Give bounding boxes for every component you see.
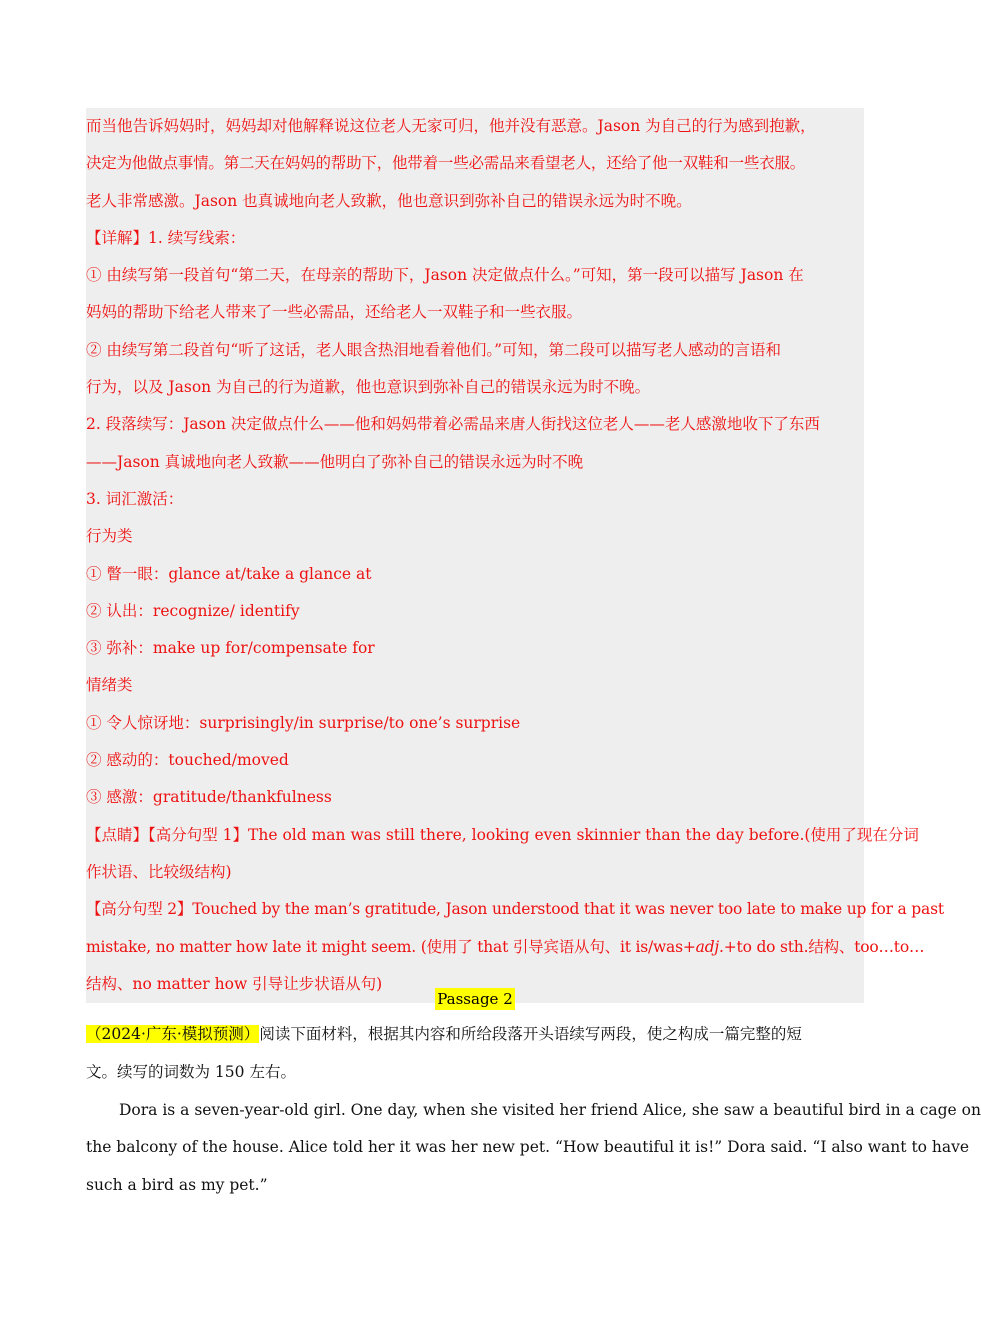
answer-text: +to do sth.结构、too…to…	[723, 937, 925, 956]
answer-line: 作状语、比较级结构)	[86, 862, 232, 881]
answer-line: ② 认出：recognize/ identify	[86, 601, 300, 620]
answer-line: 【详解】1. 续写线索：	[86, 228, 246, 247]
answer-line: 行为，以及 Jason 为自己的行为道歉，他也意识到弥补自己的错误永远为时不晚。	[86, 378, 651, 397]
answer-text: mistake, no matter how late it might seem. (使用了 that 引导宾语从句、it is/was+	[86, 937, 696, 956]
answer-line: ③ 感激：gratitude/thankfulness	[86, 788, 332, 807]
passage-title	[0, 986, 950, 1012]
italic-term: adj.	[695, 937, 724, 956]
answer-line: ① 由续写第一段首句“第二天，在母亲的帮助下，Jason 决定做点什么。”可知，第一段可以描写 Jason 在	[86, 266, 804, 285]
answer-line: 决定为他做点事情。第二天在妈妈的帮助下，他带着一些必需品来看望老人，还给了他一双鞋和一些衣服。	[86, 154, 806, 173]
source-tag: （2024·广东·模拟预测）	[86, 1025, 260, 1043]
answer-line: 结构、no matter how 引导让步状语从句)	[86, 974, 383, 993]
answer-line: 3. 词汇激活：	[86, 489, 184, 508]
story-line: such a bird as my pet.”	[86, 1176, 268, 1195]
answer-line: ③ 弥补：make up for/compensate for	[86, 639, 375, 658]
answer-explanation-block	[86, 108, 944, 1003]
answer-line: 妈妈的帮助下给老人带来了一些必需品，还给老人一双鞋子和一些衣服。	[86, 303, 583, 322]
answer-line: 情绪类	[86, 676, 133, 695]
story-line: Dora is a seven-year-old girl. One day, when she visited her friend Alice, she saw a beautiful bird in a cage on	[119, 1100, 981, 1119]
story-line: the balcony of the house. Alice told her it was her new pet. “How beautiful it is!” Dora said. “I also want to have	[86, 1138, 970, 1157]
instruction-line: 文。续写的词数为 150 左右。	[86, 1062, 296, 1081]
answer-line: ① 瞥一眼：glance at/take a glance at	[86, 564, 372, 583]
answer-line: ① 令人惊讶地：surprisingly/in surprise/to one’s surprise	[86, 713, 521, 732]
answer-line: ——Jason 真诚地向老人致歉——他明白了弥补自己的错误永远为时不晚	[86, 452, 584, 471]
answer-line: ② 由续写第二段首句“听了这话，老人眼含热泪地看着他们。”可知，第二段可以描写老人感动的言语和	[86, 340, 782, 359]
answer-line: ② 感动的：touched/moved	[86, 751, 289, 770]
passage-title-text: Passage 2	[437, 990, 513, 1008]
answer-line	[86, 929, 925, 966]
answer-line: 2. 段落续写：Jason 决定做点什么——他和妈妈带着必需品来唐人街找这位老人——老人感激地收下了东西	[86, 415, 820, 434]
question-block	[86, 1016, 981, 1205]
answer-line: 而当他告诉妈妈时，妈妈却对他解释说这位老人无家可归，他并没有恶意。Jason 为自己的行为感到抱歉，	[86, 117, 816, 135]
answer-line: 【点睛】【高分句型 1】The old man was still there, looking even skinnier than the day before.(使用了现在分词	[86, 825, 919, 844]
answer-line: 【高分句型 2】Touched by the man’s gratitude, Jason understood that it was never too late to make up for a past	[86, 900, 944, 919]
instruction-text: 阅读下面材料，根据其内容和所给段落开头语续写两段，使之构成一篇完整的短	[259, 1025, 802, 1043]
answer-line: 行为类	[86, 527, 133, 546]
answer-line: 老人非常感激。Jason 也真诚地向老人致歉，他也意识到弥补自己的错误永远为时不晚。	[86, 191, 692, 210]
instruction-line	[86, 1016, 864, 1054]
